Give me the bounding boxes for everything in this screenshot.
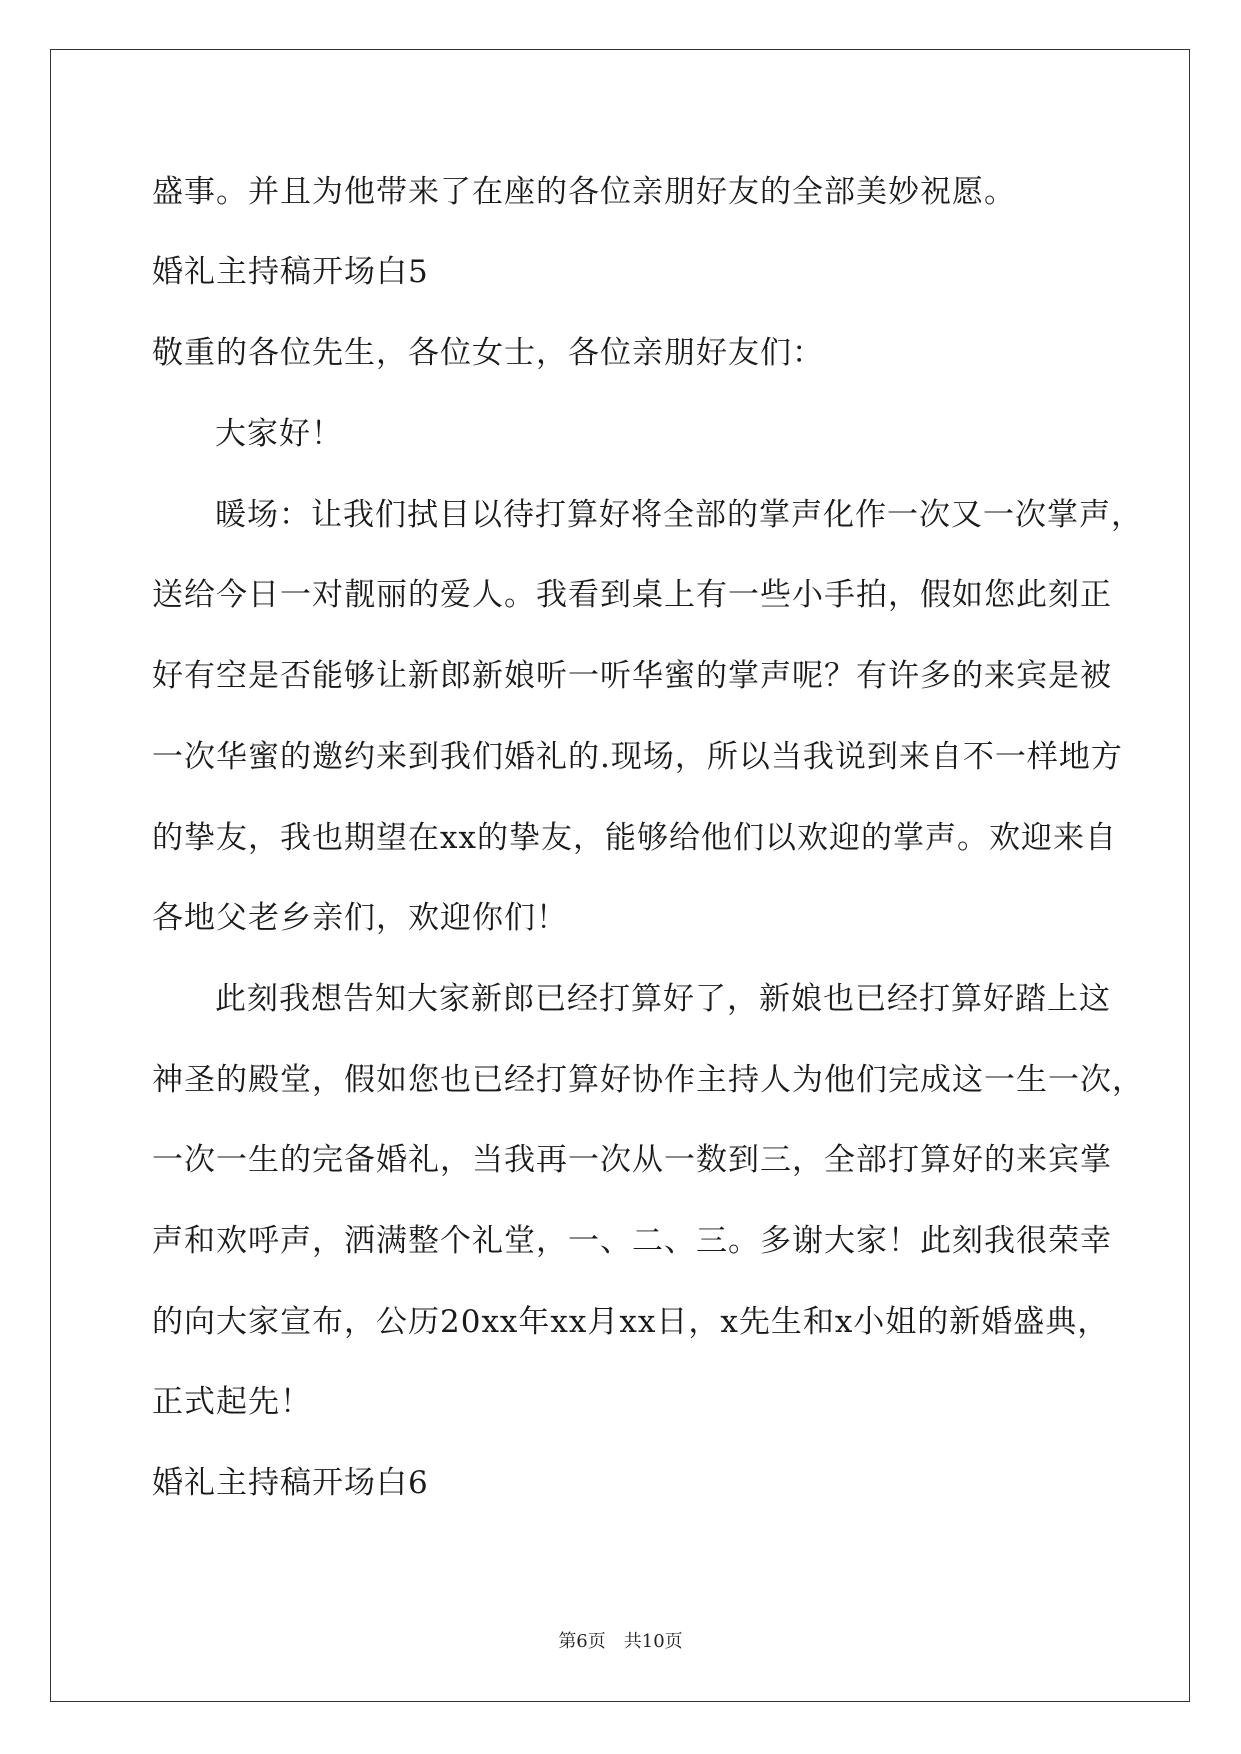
paragraph-line: 一次一生的完备婚礼，当我再一次从一数到三，全部打算好的来宾掌 bbox=[152, 1142, 1112, 1178]
section-heading: 婚礼主持稿开场白6 bbox=[152, 1465, 429, 1501]
paragraph-line: 神圣的殿堂，假如您也已经打算好协作主持人为他们完成这一生一次， bbox=[152, 1062, 1144, 1098]
paragraph-line: 的挚友，我也期望在xx的挚友，能够给他们以欢迎的掌声。欢迎来自 bbox=[152, 820, 1117, 856]
paragraph-line: 送给今日一对靓丽的爱人。我看到桌上有一些小手拍，假如您此刻正 bbox=[152, 577, 1112, 613]
paragraph-line: 好有空是否能够让新郎新娘听一听华蜜的掌声呢？有许多的来宾是被 bbox=[152, 658, 1112, 694]
paragraph-line: 此刻我想告知大家新郎已经打算好了，新娘也已经打算好踏上这 bbox=[215, 981, 1111, 1017]
paragraph-line: 一次华蜜的邀约来到我们婚礼的.现场，所以当我说到来自不一样地方 bbox=[152, 739, 1123, 775]
page-border bbox=[50, 49, 1190, 1702]
salutation-line: 敬重的各位先生，各位女士，各位亲朋好友们： bbox=[152, 335, 824, 371]
paragraph-line: 声和欢呼声，洒满整个礼堂，一、二、三。多谢大家！此刻我很荣幸 bbox=[152, 1223, 1112, 1259]
greeting-line: 大家好！ bbox=[215, 416, 343, 452]
paragraph-line: 暖场：让我们拭目以待打算好将全部的掌声化作一次又一次掌声， bbox=[215, 497, 1143, 533]
paragraph-line: 的向大家宣布，公历20xx年xx月xx日，x先生和x小姐的新婚盛典， bbox=[152, 1304, 1110, 1340]
paragraph-line: 盛事。并且为他带来了在座的各位亲朋好友的全部美妙祝愿。 bbox=[152, 174, 1016, 210]
paragraph-line: 各地父老乡亲们，欢迎你们！ bbox=[152, 900, 568, 936]
section-heading: 婚礼主持稿开场白5 bbox=[152, 254, 429, 290]
paragraph-line: 正式起先！ bbox=[152, 1384, 312, 1420]
page-number-footer: 第6页 共10页 bbox=[558, 1631, 683, 1652]
